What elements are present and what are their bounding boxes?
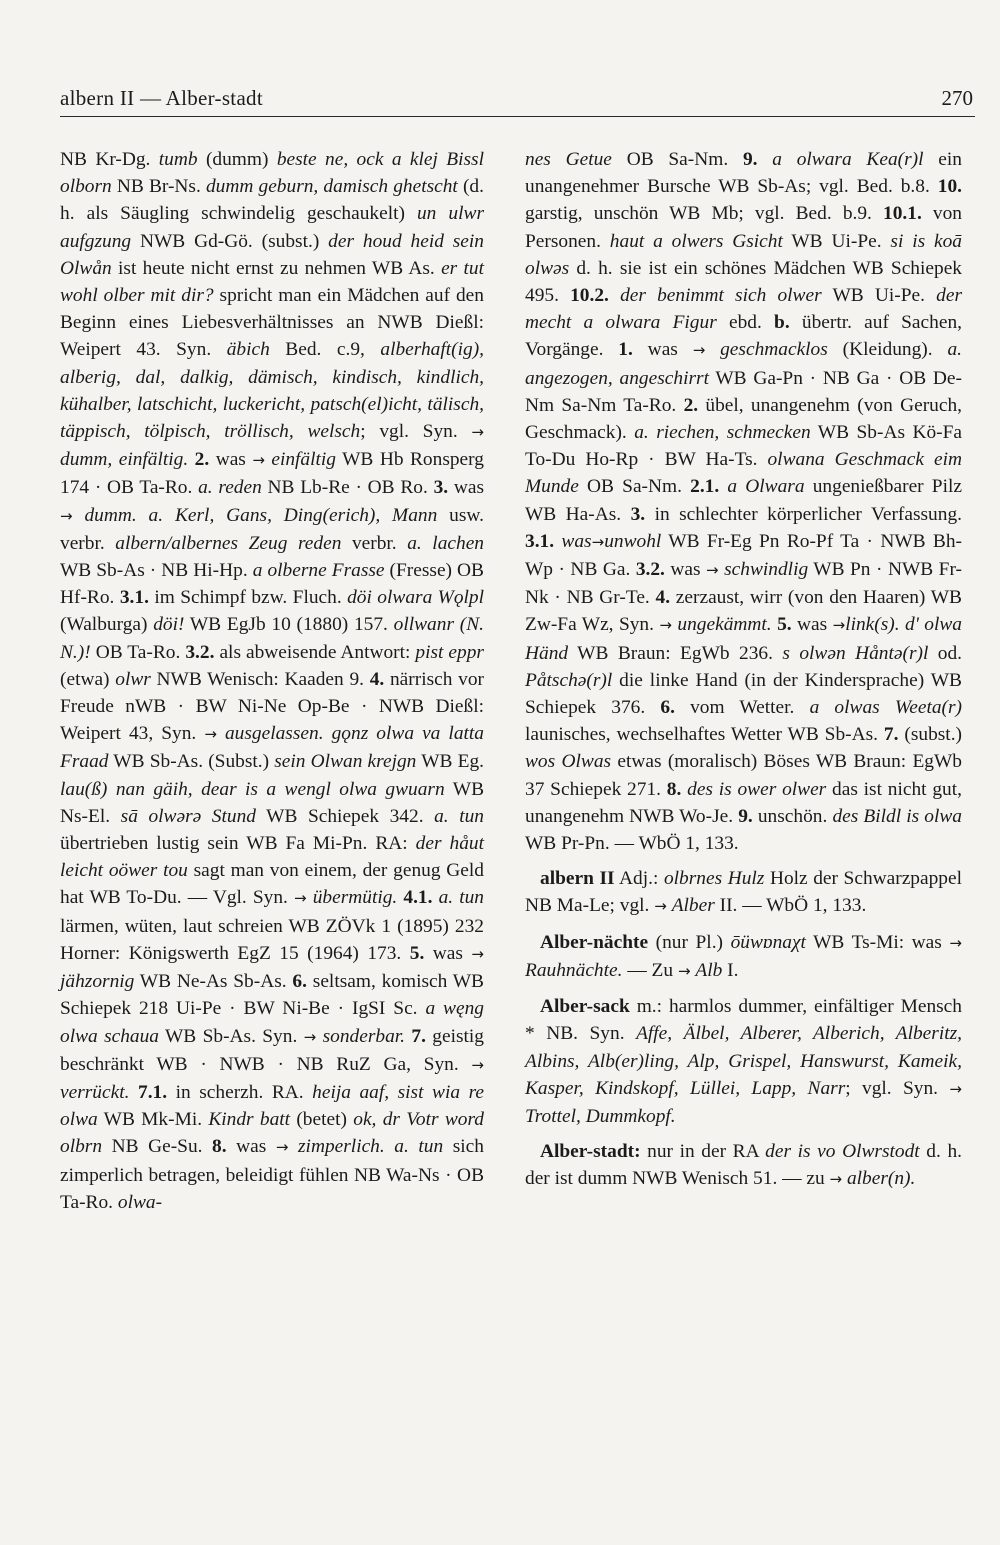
entry-text: vom Wetter.	[674, 697, 810, 719]
entry-text: si is koā olwəs	[525, 230, 962, 279]
entry-headword: 2.1.	[690, 476, 720, 498]
entry-text: WB Schiepek 342.	[255, 805, 435, 827]
entry-text: alber(n).	[846, 1168, 916, 1190]
entry-text: spricht man ein Mädchen auf den Beginn eines Liebesverhältnisses an NWB Dießl: Weipert 43. Syn.	[60, 285, 484, 361]
page-header-title: albern II — Alber-stadt	[60, 86, 263, 110]
entry-text: beste ne, ock a klej Bissl olborn	[60, 149, 484, 198]
entry-text: haut a olwers Gsicht	[609, 230, 783, 252]
entry-text: un ulwr aufgzung	[60, 203, 484, 252]
entry-headword: 10.1.	[883, 203, 922, 225]
entry-headword: 3.	[433, 477, 449, 499]
entry-text: — Zu	[622, 959, 678, 981]
entry-text: übel, unangenehm (von Geruch, Geschmack).	[525, 394, 963, 444]
entry-text: NWB Wenisch: Kaaden 9.	[150, 668, 370, 690]
entry-text: II. — WbÖ 1, 133.	[714, 895, 867, 917]
entry-headword: 3.2.	[635, 559, 665, 581]
entry-headword: 7.	[411, 1025, 426, 1047]
entry-headword: 4.	[655, 587, 671, 609]
entry-text: tumb	[158, 149, 198, 170]
entry-text: lau(ß) nan gäih, dear is a wengl olwa gwuarn	[60, 778, 445, 800]
entry-text: a. riechen, schmecken	[634, 422, 811, 444]
entry-text: er tut wohl olber mit dir?	[60, 257, 484, 307]
entry-text: WB Ts-Mi: was	[805, 931, 950, 953]
cross-reference-arrow: →	[471, 1055, 484, 1074]
entry-text: (dumm)	[197, 149, 277, 170]
entry-text: Rauhnächte.	[525, 959, 623, 981]
entry-text: des is ower olwer	[687, 778, 827, 800]
entry-text: Alb	[695, 959, 723, 981]
entry-text: dumm. a. Kerl, Gans, Ding(erich), Mann	[84, 504, 438, 526]
entry-headword: 2.	[683, 394, 699, 416]
entry-text: d. h. sie ist ein schönes Mädchen WB Schiepek 495.	[525, 257, 962, 307]
entry-text: a węng olwa schaua	[60, 998, 484, 1047]
entry-text: unschön.	[752, 805, 833, 827]
cross-reference-arrow: →	[829, 1170, 843, 1189]
entry-text: a. reden	[198, 477, 262, 499]
dictionary-entry	[525, 1138, 962, 1193]
dictionary-entry	[525, 865, 962, 920]
entry-text: einfältig	[271, 449, 336, 471]
entry-text	[705, 339, 720, 360]
entry-text: a. angezogen, angeschirrt	[525, 339, 962, 389]
cross-reference-arrow: →	[60, 506, 73, 525]
cross-reference-arrow: →	[659, 616, 672, 635]
right-column	[525, 146, 962, 1194]
entry-text	[288, 1136, 298, 1157]
entry-text: übermütig.	[312, 887, 398, 909]
entry-text: Alber	[671, 895, 715, 917]
entry-text: a olberne Frasse	[252, 560, 385, 582]
cross-reference-arrow: →	[294, 889, 307, 908]
entry-text: Holz der Schwarzpappel NB Ma-Le; vgl.	[525, 868, 962, 917]
entry-text: m.: harmlos dummer, einfältiger Mensch * NB. Syn.	[525, 996, 962, 1045]
entry-text: NB Kr-Dg.	[60, 149, 159, 170]
entry-text: WB Ui-Pe.	[821, 285, 937, 307]
cross-reference-arrow: →	[832, 616, 846, 635]
entry-text: WB Ga-Pn · NB Ga · OB De-Nm Sa-Nm Ta-Ro.	[525, 367, 962, 416]
entry-text: des Bildl is olwa	[832, 805, 962, 827]
entry-text: ; vgl. Syn.	[360, 421, 472, 443]
entry-text: äbich	[226, 339, 270, 361]
entry-text: was	[664, 559, 707, 581]
dictionary-entry	[525, 929, 962, 985]
entry-text: jähzornig	[60, 971, 135, 993]
entry-text: WB Eg.	[416, 751, 485, 773]
entry-text: alberhaft(ig), alberig, dal, dalkig, dämisch, kindisch, kindlich, kühalber, latschicht, luckericht, patsch(el)icht, tälisch, täppisch, tölpisch, tröllisch, welsch	[60, 339, 484, 443]
entry-text: Påtschə(r)l	[525, 669, 613, 691]
entry-text: olwr	[115, 668, 151, 690]
entry-text: von Personen.	[525, 203, 962, 252]
entry-text: usw. verbr.	[60, 504, 484, 554]
entry-continuation	[525, 146, 962, 857]
entry-headword: Alber-sack	[540, 996, 630, 1018]
entry-continuation	[60, 146, 484, 1216]
entry-text: sein Olwan krejgn	[274, 751, 417, 773]
entry-headword: 9.	[738, 805, 753, 827]
entry-text: olwana Geschmack eim Munde	[525, 449, 962, 498]
entry-text: (Walburga)	[60, 614, 154, 636]
entry-text: der benimmt sich olwer	[620, 285, 822, 307]
entry-text: verbr.	[341, 532, 408, 554]
entry-text: NB Lb-Re · OB Ro.	[261, 477, 434, 499]
entry-text: a. lachen	[407, 532, 484, 554]
entry-text: als abweisende Antwort:	[214, 641, 416, 663]
entry-text: WB Mk-Mi.	[97, 1109, 209, 1131]
entry-headword: Alber-stadt:	[540, 1141, 641, 1163]
entry-text: a olwara Kea(r)l	[772, 149, 924, 170]
entry-text: WB Sb-As Kö-Fa To-Du Ho-Rp · BW Ha-Ts.	[525, 422, 963, 471]
cross-reference-arrow: →	[252, 451, 265, 470]
entry-text: OB Sa-Nm.	[578, 476, 691, 498]
entry-text: Affe, Älbel, Alberer, Alberich, Alberitz, Albins, Alb(er)ling, Alp, Grispel, Hanswurst, Kameik, Kasper, Kindskopf, Lüllei, Lapp, Narr	[525, 1023, 962, 1099]
entry-text: sā olwərə Stund	[120, 805, 256, 827]
entry-text: was	[632, 339, 693, 361]
entry-headword: 7.	[883, 724, 899, 746]
entry-text: olbrnes Hulz	[663, 868, 765, 890]
entry-text: (subst.)	[898, 724, 962, 746]
entry-text: ok, dr Votr word olbrn	[60, 1109, 484, 1158]
entry-text: WB Pr-Pn. — WbÖ 1, 133.	[525, 833, 739, 855]
entry-text: döi!	[153, 614, 185, 636]
entry-text: WB Ui-Pe.	[782, 230, 891, 252]
entry-text: Bed. c.9,	[269, 339, 381, 361]
entry-text: die linke Hand (in der Kindersprache) WB Schiepek 376.	[525, 669, 962, 719]
entry-text: übertrieben lustig sein WB Fa Mi-Pn. RA:	[60, 833, 416, 855]
entry-text	[129, 1082, 138, 1103]
entry-text: (nur Pl.)	[648, 931, 731, 953]
entry-headword: albern II	[540, 868, 615, 890]
dictionary-entry	[525, 993, 962, 1130]
entry-text: in scherzh. RA.	[167, 1081, 313, 1103]
entry-text: in schlechter körperlicher Verfassung.	[645, 503, 962, 525]
cross-reference-arrow: →	[204, 725, 217, 744]
entry-text: ungenießbarer Pilz WB Ha-As.	[525, 476, 962, 525]
running-head	[60, 84, 975, 117]
entry-headword: 4.1.	[403, 887, 433, 909]
entry-headword: 2.	[194, 449, 210, 471]
entry-text: s olwən Håntə(r)l	[782, 642, 929, 664]
entry-text: link(s).	[845, 614, 900, 636]
entry-text: (d. h. als Säugling schwindelig geschaukelt)	[60, 176, 484, 225]
entry-text: a Olwara	[727, 476, 805, 498]
entry-headword: 6.	[660, 697, 675, 719]
entry-headword: 4.	[369, 668, 385, 690]
entry-headword: 1.	[618, 339, 633, 361]
entry-text: geschmacklos	[720, 339, 828, 361]
entry-headword: 7.1.	[138, 1081, 168, 1103]
entry-text: a olwas Weeta(r)	[809, 697, 962, 719]
cross-reference-arrow: →	[677, 961, 691, 980]
entry-text: seltsam, komisch WB Schiepek 218 Ui-Pe · BW Ni-Be · IgSI Sc.	[60, 971, 484, 1020]
entry-text: WB Pn · NWB Fr-Nk · NB Gr-Te.	[525, 559, 962, 609]
entry-headword: 3.1.	[119, 587, 149, 609]
entry-text: a. tun	[434, 805, 484, 827]
entry-text: ōüwɒnaχt	[730, 931, 806, 953]
cross-reference-arrow: →	[591, 532, 605, 551]
cross-reference-arrow: →	[471, 423, 484, 442]
entry-text: I.	[722, 959, 739, 981]
entry-text: der houd heid sein Olwån	[60, 230, 485, 279]
entry-headword: 10.	[937, 176, 962, 198]
page-number: 270	[941, 86, 973, 110]
entry-text: der mecht a olwara Figur	[525, 285, 962, 334]
entry-text: zerzaust, wirr (von den Haaren) WB Zw-Fa Wz, Syn.	[525, 587, 962, 636]
entry-text: verrückt.	[60, 1081, 130, 1103]
entry-text: WB Sb-As. Syn.	[159, 1025, 304, 1047]
entry-headword: 5.	[777, 614, 792, 636]
entry-text: schwindlig	[724, 559, 809, 581]
cross-reference-arrow: →	[949, 933, 962, 952]
entry-text: OB Ta-Ro.	[90, 641, 186, 663]
entry-headword: 3.	[630, 503, 646, 525]
entry-headword: 6.	[292, 971, 307, 993]
entry-text	[217, 723, 225, 744]
entry-text: albern/albernes Zeug reden	[115, 532, 342, 554]
entry-text: launisches, wechselhaftes Wetter WB Sb-As.	[525, 724, 884, 746]
cross-reference-arrow: →	[275, 1138, 289, 1157]
entry-text: was	[209, 449, 253, 471]
entry-text: nes Getue	[525, 149, 612, 170]
entry-headword: b.	[774, 312, 790, 334]
entry-text: ausgelassen. gǫnz olwa va latta Fraad	[60, 723, 484, 773]
entry-text: was	[226, 1136, 276, 1158]
entry-text: ein unangenehmer Bursche WB Sb-As; vgl. Bed. b.8.	[525, 149, 962, 198]
entry-text: geistig beschränkt WB · NWB · NB RuZ Ga, Syn.	[60, 1025, 484, 1075]
entry-text: WB Ns-El.	[60, 778, 484, 827]
entry-text: dumm geburn, damisch ghetscht	[205, 176, 458, 198]
entry-text: (betet)	[290, 1109, 354, 1131]
entry-text: (Fresse) OB Hf-Ro.	[60, 560, 484, 609]
entry-text: etwas (moralisch) Böses WB Braun: EgWb 37 Schiepek 271.	[525, 751, 963, 800]
cross-reference-arrow: →	[654, 897, 667, 916]
entry-text: wos Olwas	[525, 751, 612, 773]
entry-text: heija aaf, sist wia re olwa	[60, 1081, 484, 1131]
cross-reference-arrow: →	[692, 341, 706, 360]
entry-text: dumm, einfältig.	[60, 449, 189, 471]
entry-text: der håut leicht oöwer tou	[60, 833, 484, 882]
entry-text: NB Br-Ns.	[111, 176, 206, 198]
entry-text: sonderbar.	[322, 1025, 406, 1047]
entry-text: ; vgl. Syn.	[845, 1077, 950, 1099]
entry-text: od.	[928, 642, 963, 664]
entry-text: d' olwa Händ	[525, 614, 962, 664]
entry-headword: 3.1.	[525, 530, 555, 552]
entry-text	[757, 149, 772, 170]
entry-text: unwohl	[604, 530, 662, 552]
entry-headword: 8.	[666, 778, 682, 800]
entry-headword: Alber-nächte	[540, 931, 649, 953]
entry-text: d. h. der ist dumm NWB Wenisch 51. — zu	[525, 1141, 963, 1190]
entry-text: was	[561, 530, 592, 552]
entry-text: (etwa)	[60, 668, 116, 690]
entry-text: das ist nicht gut, unangenehm NWB Wo-Je.	[525, 778, 962, 827]
entry-text: sagt man von einem, der genug Geld hat WB To-Du. — Vgl. Syn.	[60, 860, 484, 909]
entry-headword: 9.	[742, 149, 758, 170]
cross-reference-arrow: →	[471, 944, 484, 963]
entry-text: was	[424, 942, 472, 964]
cross-reference-arrow: →	[949, 1079, 962, 1098]
entry-text: WB Sb-As. (Subst.)	[108, 751, 275, 773]
entry-text: der is vo Olwrstodt	[765, 1141, 920, 1163]
entry-text: NWB Gd-Gö. (subst.)	[131, 230, 329, 252]
entry-text: was	[448, 477, 484, 499]
entry-text: übertr. auf Sachen, Vorgänge.	[525, 312, 962, 361]
entry-headword: 8.	[212, 1136, 227, 1158]
entry-text: WB Ne-As Sb-As.	[134, 971, 293, 993]
entry-text: ist heute nicht ernst zu nehmen WB As.	[111, 257, 442, 279]
entry-text: was	[791, 614, 833, 636]
entry-text	[73, 505, 85, 526]
entry-text: a. tun	[438, 887, 484, 909]
entry-text: WB Braun: EgWb 236.	[568, 642, 783, 664]
cross-reference-arrow: →	[706, 561, 719, 580]
entry-headword: 5.	[409, 942, 425, 964]
entry-text: (Kleidung).	[827, 339, 948, 361]
entry-text: ebd.	[716, 312, 775, 334]
entry-text: nur in der RA	[640, 1141, 766, 1163]
entry-text: WB EgJb 10 (1880) 157.	[184, 614, 394, 636]
entry-text: im Schimpf bzw. Fluch.	[148, 587, 348, 609]
entry-text: WB Fr-Eg Pn Ro-Pf Ta · NWB Bh-Wp · NB Ga.	[525, 530, 962, 581]
entry-text: garstig, unschön WB Mb; vgl. Bed. b.9.	[525, 203, 884, 225]
entry-text: sich zimperlich betragen, beleidigt fühlen NB Wa-Ns · OB Ta-Ro.	[60, 1136, 484, 1213]
entry-text: olwa-	[117, 1191, 163, 1213]
entry-text: Trottel, Dummkopf.	[525, 1105, 676, 1127]
entry-text	[609, 285, 620, 306]
entry-headword: 10.2.	[570, 285, 609, 307]
entry-text: WB Sb-As · NB Hi-Hp.	[60, 560, 253, 582]
entry-text: pist eppr	[415, 641, 484, 663]
entry-text: Kindr batt	[208, 1109, 291, 1131]
entry-text: zimperlich. a. tun	[298, 1136, 444, 1158]
entry-text: WB Hb Ronsperg 174 · OB Ta-Ro.	[60, 449, 484, 499]
entry-text: OB Sa-Nm.	[611, 149, 743, 170]
left-column	[60, 146, 484, 1216]
entry-text: ollwanr (N. N.)!	[60, 614, 484, 663]
cross-reference-arrow: →	[303, 1027, 317, 1046]
entry-text: döi olwara Wǫlpl	[347, 587, 484, 609]
entry-text: Adj.:	[614, 868, 664, 890]
entry-text: närrisch vor Freude nWB · BW Ni-Ne Op-Be · NWB Dießl: Weipert 43, Syn.	[60, 668, 484, 745]
entry-text: ungekämmt.	[677, 614, 772, 636]
entry-headword: 3.2.	[185, 641, 215, 663]
entry-text: lärmen, wüten, laut schreien WB ZÖVk 1 (1895) 232 Horner: Königswerth EgZ 15 (1964) 173.	[60, 915, 484, 964]
entry-text: NB Ge-Su.	[102, 1136, 213, 1158]
